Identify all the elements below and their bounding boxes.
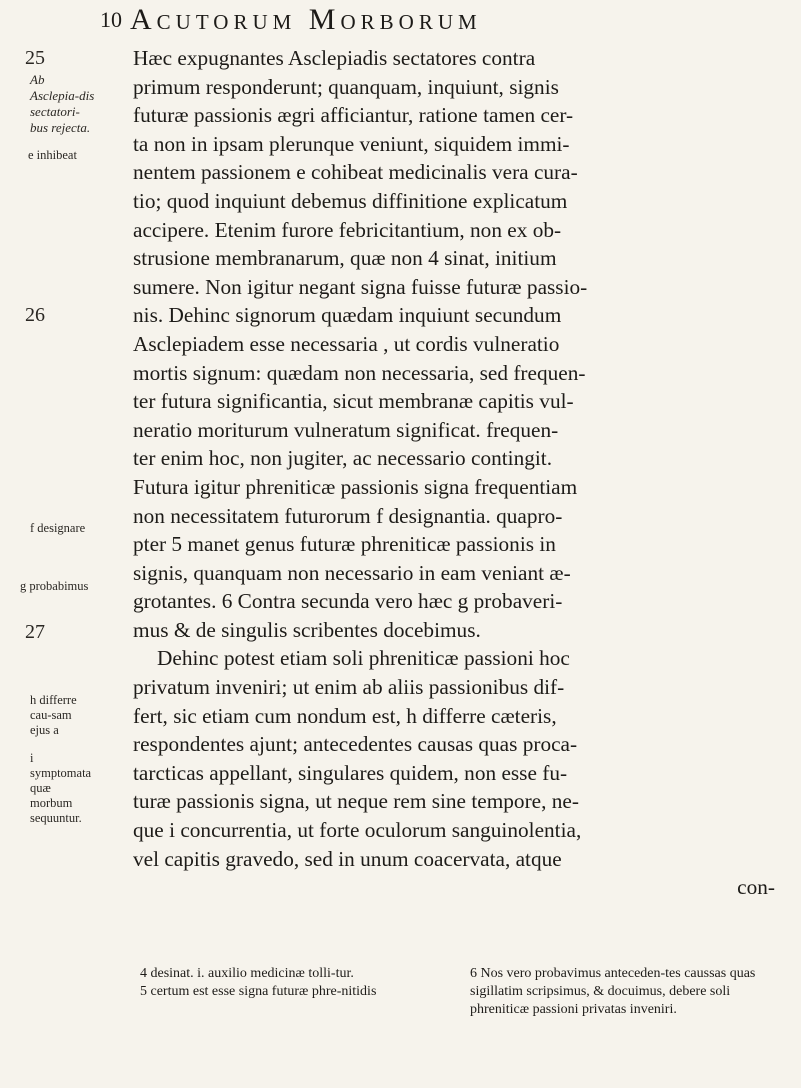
text-line: ter enim hoc, non jugiter, ac necessario contingit. bbox=[133, 446, 553, 471]
text-line: tio; quod inquiunt debemus diffinitione explicatum bbox=[133, 188, 568, 213]
text-line: tarcticas appellant, singulares quidem, non esse fu- bbox=[133, 760, 568, 785]
text-line: primum responderunt; quanquam, inquiunt, signis bbox=[133, 74, 559, 99]
text-line: ter futura significantia, sicut membranæ capitis vul- bbox=[133, 389, 574, 414]
text-line: que i concurrentia, ut forte oculorum sanguinolentia, bbox=[133, 818, 582, 843]
text-line: strusione membranarum, quæ non 4 sinat, initium bbox=[133, 246, 557, 271]
main-text bbox=[95, 44, 785, 902]
page-number: 10 bbox=[100, 7, 122, 32]
text-line: futuræ passionis ægri afficiantur, ratione tamen cer- bbox=[133, 103, 574, 128]
text-line: nentem passionem e cohibeat medicinalis vera cura- bbox=[133, 160, 578, 185]
text-line: mus & de singulis scribentes docebimus. bbox=[133, 617, 481, 642]
text-line: signis, quanquam non necessario in eam veniant æ- bbox=[133, 560, 571, 585]
text-line: turæ passionis signa, ut neque rem sine tempore, ne- bbox=[133, 789, 579, 814]
text-line: ta non in ipsam plerunque veniunt, siquidem immi- bbox=[133, 131, 570, 156]
section-number-25: 25 bbox=[25, 47, 45, 69]
page-header bbox=[100, 3, 780, 43]
section-number-26: 26 bbox=[25, 304, 45, 326]
text-line: neratio moriturum vulneratum significat. frequen- bbox=[133, 417, 559, 442]
margin-gloss-g: g probabimus bbox=[20, 579, 89, 593]
text-line: Futura igitur phreniticæ passionis signa frequentiam bbox=[133, 474, 578, 499]
footnote-4: 4 desinat. i. auxilio medicinæ tolli-tur. bbox=[140, 966, 354, 981]
text-line: Asclepiadem esse necessaria , ut cordis vulneratio bbox=[133, 331, 560, 356]
text-line: Dehinc potest etiam soli phreniticæ passioni hoc bbox=[157, 646, 570, 671]
text-line: fert, sic etiam cum nondum est, h differre cæteris, bbox=[133, 703, 557, 728]
margin-gloss-i: i symptomata quæ morbum sequuntur. bbox=[30, 751, 92, 825]
footnote-5: 5 certum est esse signa futuræ phre-nitidis bbox=[140, 984, 377, 999]
text-line: pter 5 manet genus futuræ phreniticæ passionis in bbox=[133, 532, 556, 557]
section-number-27: 27 bbox=[25, 621, 45, 643]
footnote-column-right bbox=[470, 965, 780, 1019]
margin-gloss-e: e inhibeat bbox=[28, 148, 77, 162]
running-title: Acutorum Morborum bbox=[130, 3, 482, 36]
text-line: non necessitatem futurorum f designantia. quapro- bbox=[133, 503, 563, 528]
text-line: respondentes ajunt; antecedentes causas quas proca- bbox=[133, 732, 578, 757]
text-line: Hæc expugnantes Asclepiadis sectatores contra bbox=[133, 46, 536, 70]
text-line: accipere. Etenim furore febricitantium, non ex ob- bbox=[133, 217, 562, 242]
catchword: con- bbox=[737, 875, 775, 900]
margin-gloss-f: f designare bbox=[30, 521, 86, 535]
margin-gloss-h: h differre cau-sam ejus a bbox=[30, 693, 77, 737]
text-line: vel capitis gravedo, sed in unum coacervata, atque bbox=[133, 846, 562, 871]
footnote-column-left bbox=[140, 965, 450, 1001]
text-line: nis. Dehinc signorum quædam inquiunt secundum bbox=[133, 303, 562, 328]
text-line: privatum inveniri; ut enim ab aliis passionibus dif- bbox=[133, 675, 565, 700]
text-line: grotantes. 6 Contra secunda vero hæc g probaveri- bbox=[133, 589, 563, 614]
text-line: sumere. Non igitur negant signa fuisse futuræ passio- bbox=[133, 274, 588, 299]
text-line: mortis signum: quædam non necessaria, sed frequen- bbox=[133, 360, 586, 385]
footnote-6: 6 Nos vero probavimus anteceden-tes caussas quas sigillatim scripsimus, & docuimus, debere soli phreniticæ passioni privatas inveniri. bbox=[470, 966, 756, 1017]
margin-note-ab-asclepiadis: Ab Asclepia-dis sectatori-bus rejecta. bbox=[30, 72, 95, 135]
